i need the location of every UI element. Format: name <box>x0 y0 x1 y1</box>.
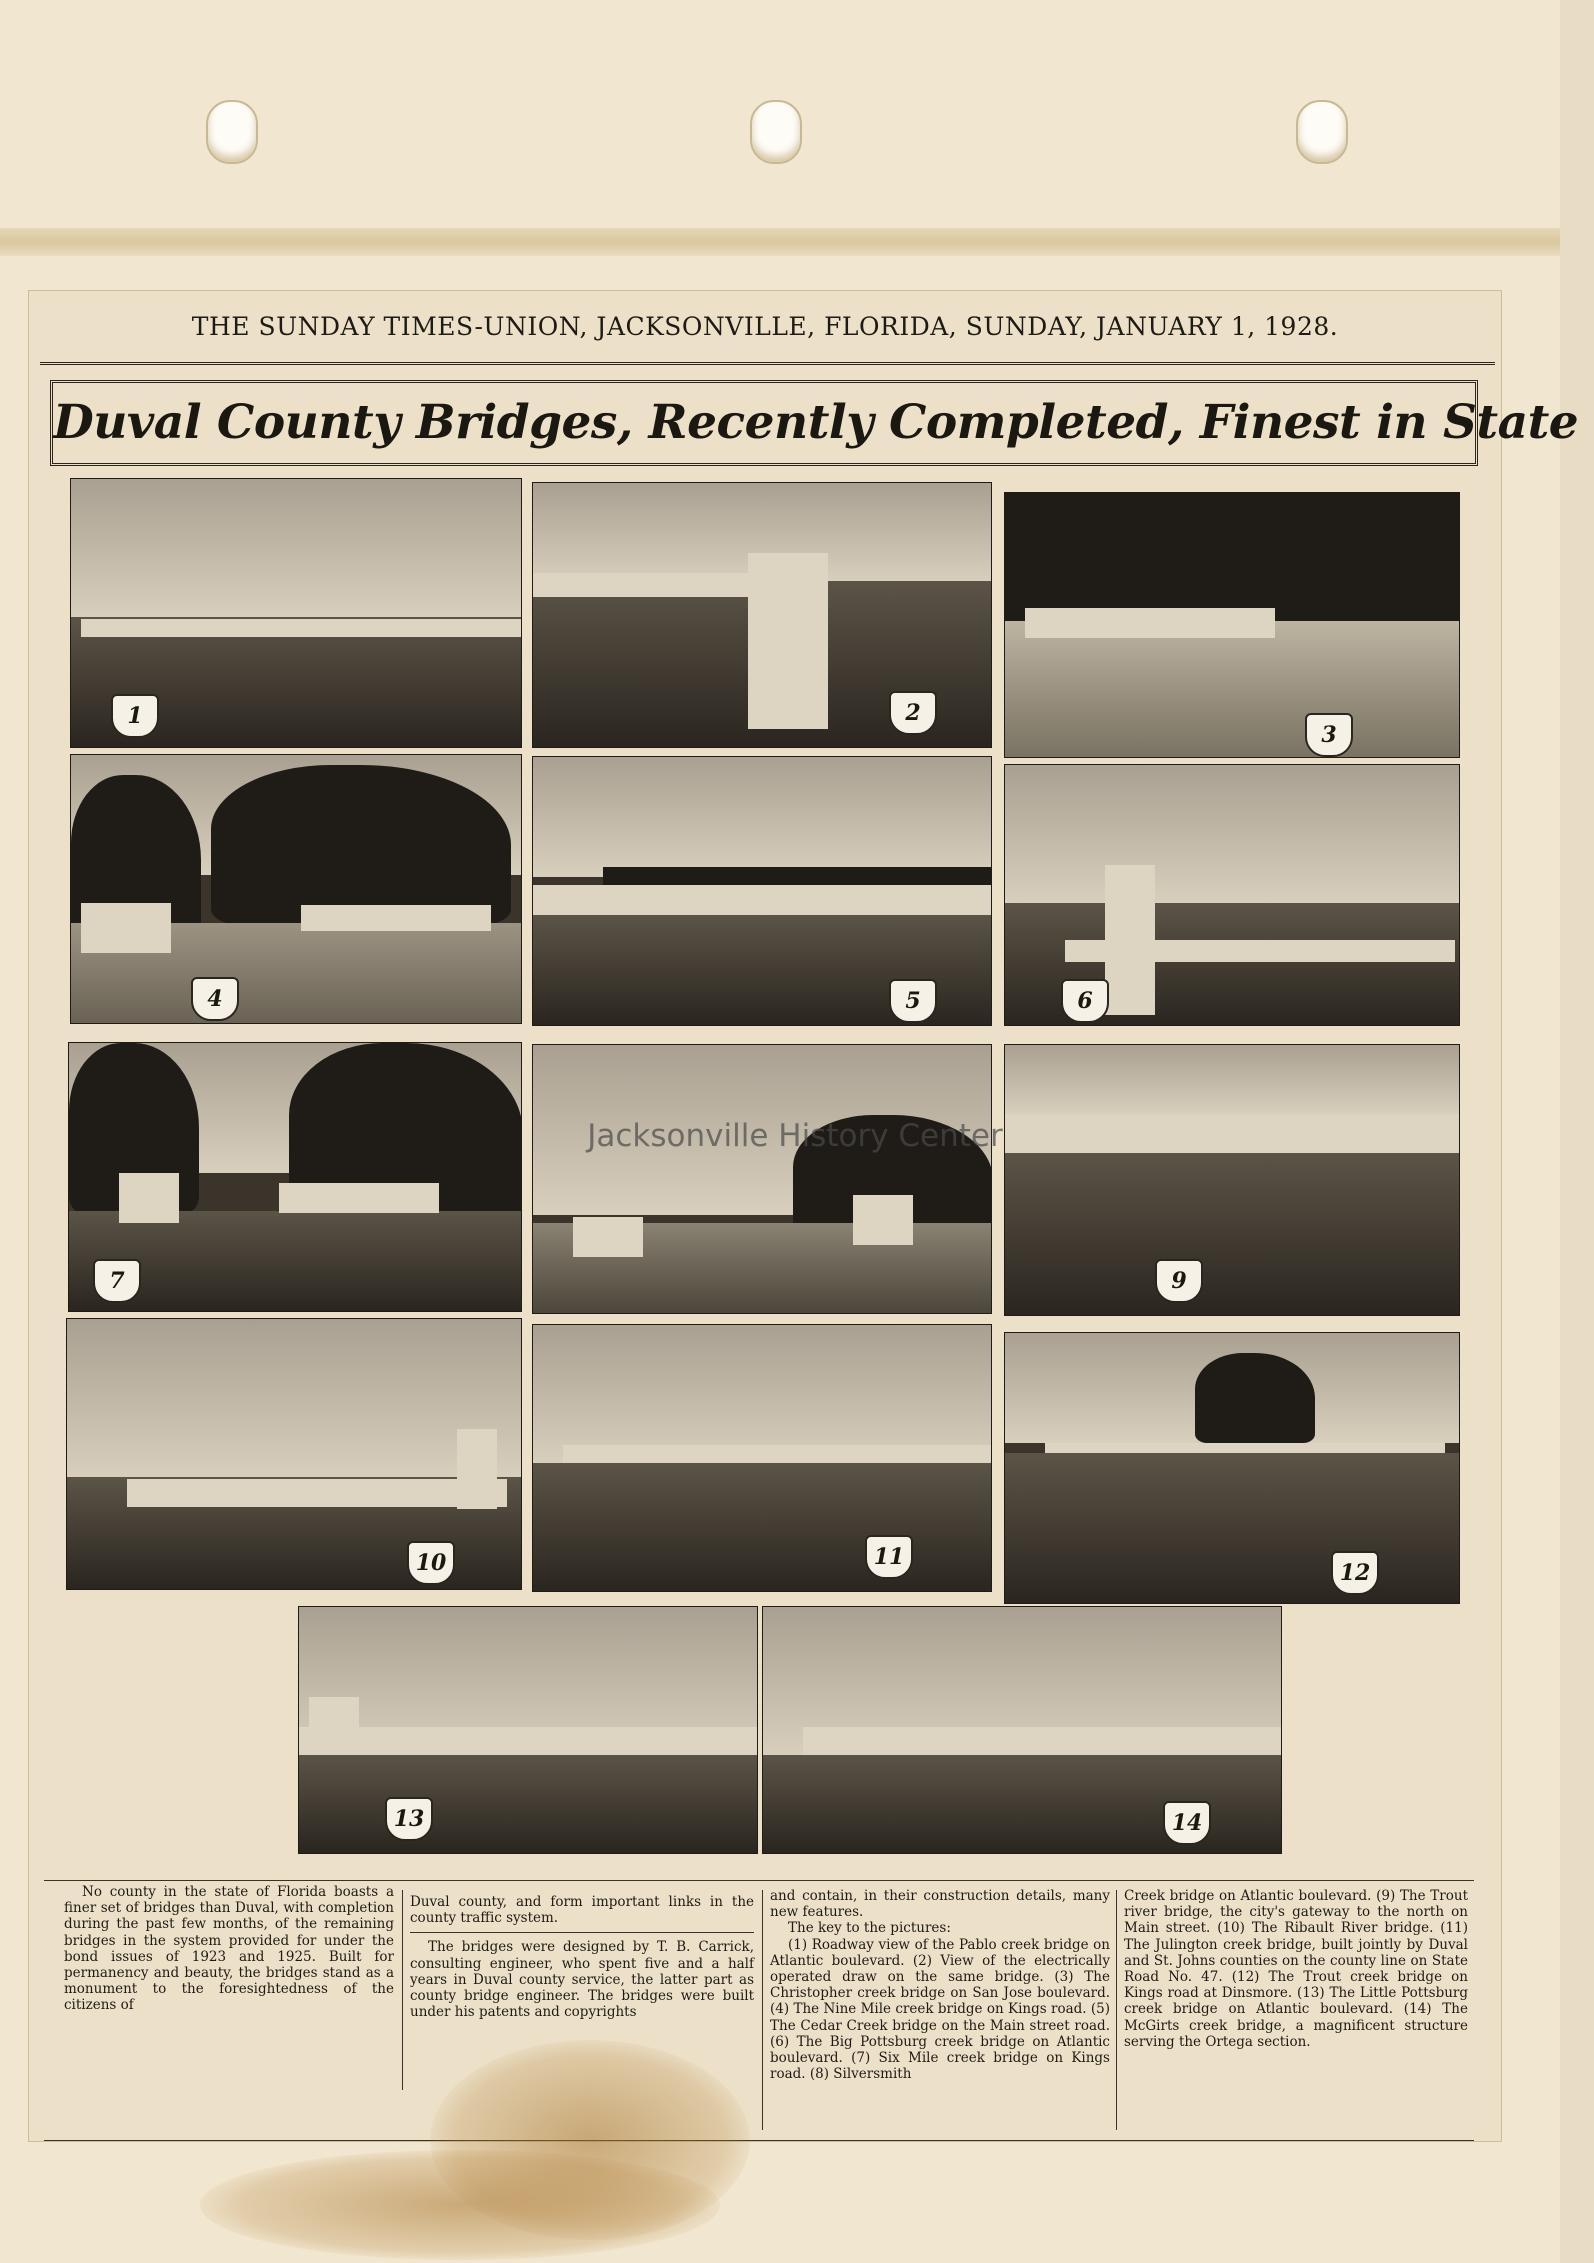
article-col-2 <box>410 1894 754 2020</box>
article-paragraph: Creek bridge on Atlantic boulevard. (9) The Trout river bridge, the city's gateway to the north on Main street. (10) The Ribault River bridge. (11) The Julington creek bridge, built jointly by Duval and St. Johns counties on the county line on State Road No. 47. (12) The Trout creek bridge on Kings road at Dinsmore. (13) The Little Pottsburg creek bridge on Atlantic boulevard. (14) The McGirts creek bridge, a magnificent structure serving the Ortega section. <box>1124 1888 1468 2050</box>
binding-strip <box>0 228 1560 256</box>
photo-number: 9 <box>1155 1259 1203 1303</box>
punch-hole <box>750 100 802 164</box>
photo-number: 11 <box>865 1535 913 1579</box>
photo-number: 2 <box>889 691 937 735</box>
article-paragraph: The bridges were designed by T. B. Carrick, consulting engineer, who spent five and a half years in Duval county service, the latter part as county bridge engineer. The bridges were built under his patents and copyrights <box>410 1939 754 2021</box>
headline: Duval County Bridges, Recently Completed, Finest in State <box>53 395 1579 450</box>
article-col-3 <box>770 1888 1110 2082</box>
photo-number: 14 <box>1163 1801 1211 1845</box>
photo-number: 5 <box>889 979 937 1023</box>
photo-number: 4 <box>191 977 239 1021</box>
masthead-rule <box>40 362 1495 365</box>
article-paragraph: No county in the state of Florida boasts a finer set of bridges than Duval, with completion during the past few months, of the remaining bridges in the system provided for under the bond issues of 1923 and 1925. Built for permanency and beauty, the bridges stand as a monument to the foresightedness of the citizens of <box>64 1884 394 2014</box>
photo-number: 12 <box>1331 1551 1379 1595</box>
article-paragraph: (1) Roadway view of the Pablo creek bridge on Atlantic boulevard. (2) View of the electrically operated draw on the same bridge. (3) The Christopher creek bridge on San Jose boulevard. (4) The Nine Mile creek bridge on Kings road. (5) The Cedar Creek bridge on the Main street road. (6) The Big Pottsburg creek bridge on Atlantic boulevard. (7) Six Mile creek bridge on Kings road. (8) Silversmith <box>770 1936 1110 2083</box>
photo-8 <box>532 1044 992 1314</box>
photo-number: 3 <box>1305 713 1353 757</box>
photo-number: 7 <box>93 1259 141 1303</box>
column-rule <box>402 1890 403 2090</box>
photo-11 <box>532 1324 992 1592</box>
photo-9 <box>1004 1044 1460 1316</box>
photo-2 <box>532 482 992 748</box>
column-rule <box>1116 1890 1117 2130</box>
photo-number: 13 <box>385 1797 433 1841</box>
photo-10 <box>66 1318 522 1590</box>
article-col-4 <box>1124 1888 1468 2050</box>
photo-number: 1 <box>111 694 159 738</box>
punch-hole <box>206 100 258 164</box>
water-stain <box>200 2150 720 2260</box>
photo-5 <box>532 756 992 1026</box>
photo-6 <box>1004 764 1460 1026</box>
article-paragraph: and contain, in their construction details, many new features. <box>770 1888 1110 1921</box>
article-paragraph: Duval county, and form important links in the county traffic system. <box>410 1894 754 1927</box>
photo-14 <box>762 1606 1282 1854</box>
photo-12 <box>1004 1332 1460 1604</box>
headline-box <box>50 380 1579 466</box>
photo-1 <box>70 478 522 748</box>
photo-number: 6 <box>1061 979 1109 1023</box>
article-paragraph: The key to the pictures: <box>788 1920 951 1937</box>
photo-number: 10 <box>407 1541 455 1585</box>
punch-hole <box>1296 100 1348 164</box>
article-top-rule <box>44 1880 1474 1881</box>
photo-4 <box>70 754 522 1024</box>
article-col-1 <box>64 1884 394 2014</box>
column-rule <box>762 1890 763 2130</box>
article-bottom-rule <box>44 2140 1474 2141</box>
watermark-text: Jacksonville History Center <box>587 1118 1003 1154</box>
photo-7 <box>68 1042 522 1312</box>
photo-grid <box>66 474 1466 1836</box>
photo-13 <box>298 1606 758 1854</box>
photo-3 <box>1004 492 1460 758</box>
masthead: THE SUNDAY TIMES-UNION, JACKSONVILLE, FLORIDA, SUNDAY, JANUARY 1, 1928. <box>191 312 1339 341</box>
